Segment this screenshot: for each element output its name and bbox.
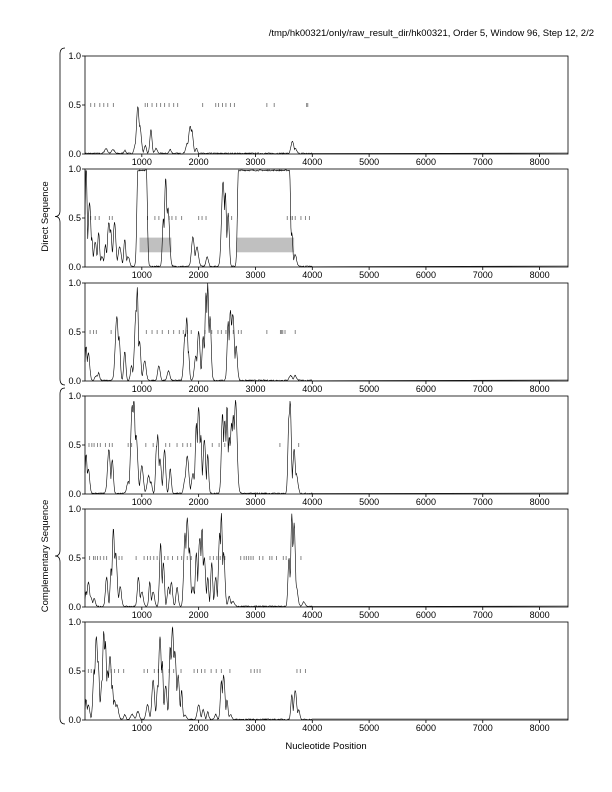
x-tick-label: 4000	[302, 497, 323, 507]
x-tick-label: 6000	[415, 497, 436, 507]
x-tick-label: 4000	[302, 384, 323, 394]
orf-bar	[237, 238, 294, 253]
panel-2	[68, 164, 568, 280]
y-tick-label: 1.0	[68, 504, 81, 514]
y-tick-label: 0.5	[68, 666, 81, 676]
x-tick-label: 4000	[302, 270, 323, 280]
y-tick-label: 1.0	[68, 164, 81, 174]
y-tick-label: 0.5	[68, 100, 81, 110]
x-tick-label: 8000	[529, 384, 550, 394]
x-tick-label: 3000	[245, 157, 266, 167]
x-tick-label: 5000	[359, 384, 380, 394]
plot-frame	[85, 56, 568, 154]
x-tick-label: 2000	[188, 723, 209, 733]
group-label: Direct Sequence	[40, 181, 51, 252]
x-tick-label: 7000	[472, 610, 493, 620]
x-tick-label: 8000	[529, 497, 550, 507]
panels	[68, 51, 568, 733]
x-tick-label: 7000	[472, 723, 493, 733]
x-tick-label: 4000	[302, 610, 323, 620]
y-tick-label: 0.0	[68, 489, 81, 499]
x-tick-label: 1000	[131, 610, 152, 620]
x-tick-label: 6000	[415, 723, 436, 733]
coding-potential-line	[85, 400, 568, 494]
x-tick-label: 2000	[188, 270, 209, 280]
group-labels	[40, 48, 65, 724]
x-tick-label: 3000	[245, 497, 266, 507]
y-tick-label: 1.0	[68, 617, 81, 627]
plot-frame	[85, 396, 568, 494]
y-tick-label: 0.0	[68, 602, 81, 612]
x-tick-label: 5000	[359, 723, 380, 733]
x-tick-label: 7000	[472, 157, 493, 167]
group-brace	[55, 388, 65, 724]
panel-1	[68, 51, 568, 167]
x-tick-label: 7000	[472, 497, 493, 507]
coding-potential-line	[85, 170, 568, 267]
y-tick-label: 0.5	[68, 553, 81, 563]
coding-potential-line	[85, 513, 568, 607]
x-tick-label: 7000	[472, 384, 493, 394]
chart-title: /tmp/hk00321/only/raw_result_dir/hk00321, Order 5, Window 96, Step 12, 2/2	[268, 28, 594, 39]
y-tick-label: 0.5	[68, 213, 81, 223]
group-brace	[55, 48, 65, 385]
x-tick-label: 7000	[472, 270, 493, 280]
y-tick-label: 1.0	[68, 391, 81, 401]
x-tick-label: 1000	[131, 270, 152, 280]
x-tick-label: 5000	[359, 270, 380, 280]
x-tick-label: 8000	[529, 723, 550, 733]
x-axis-label: Nucleotide Position	[285, 741, 367, 752]
x-tick-label: 1000	[131, 497, 152, 507]
x-tick-label: 1000	[131, 723, 152, 733]
orf-bar	[140, 238, 172, 253]
y-tick-label: 0.5	[68, 327, 81, 337]
x-tick-label: 3000	[245, 610, 266, 620]
y-tick-label: 0.0	[68, 262, 81, 272]
x-tick-label: 5000	[359, 497, 380, 507]
panel-3	[68, 278, 568, 394]
x-tick-label: 2000	[188, 384, 209, 394]
x-tick-label: 8000	[529, 157, 550, 167]
x-tick-label: 4000	[302, 723, 323, 733]
panel-5	[68, 504, 568, 620]
x-tick-label: 4000	[302, 157, 323, 167]
panel-4	[68, 391, 568, 507]
x-tick-label: 2000	[188, 610, 209, 620]
group-label: Complementary Sequence	[40, 499, 51, 613]
y-tick-label: 0.0	[68, 376, 81, 386]
x-tick-label: 8000	[529, 270, 550, 280]
y-tick-label: 0.0	[68, 715, 81, 725]
x-tick-label: 1000	[131, 384, 152, 394]
x-tick-label: 5000	[359, 157, 380, 167]
plot-frame	[85, 622, 568, 720]
y-tick-label: 1.0	[68, 51, 81, 61]
coding-potential-line	[85, 107, 568, 154]
x-tick-label: 2000	[188, 157, 209, 167]
x-tick-label: 6000	[415, 384, 436, 394]
x-tick-label: 3000	[245, 270, 266, 280]
y-tick-label: 0.5	[68, 440, 81, 450]
x-tick-label: 6000	[415, 270, 436, 280]
x-tick-label: 2000	[188, 497, 209, 507]
x-tick-label: 8000	[529, 610, 550, 620]
x-tick-label: 1000	[131, 157, 152, 167]
x-tick-label: 5000	[359, 610, 380, 620]
coding-potential-line	[85, 627, 568, 720]
y-tick-label: 0.0	[68, 149, 81, 159]
x-tick-label: 6000	[415, 157, 436, 167]
y-tick-label: 1.0	[68, 278, 81, 288]
x-tick-label: 3000	[245, 384, 266, 394]
x-tick-label: 3000	[245, 723, 266, 733]
panel-6	[68, 617, 568, 733]
x-tick-label: 6000	[415, 610, 436, 620]
